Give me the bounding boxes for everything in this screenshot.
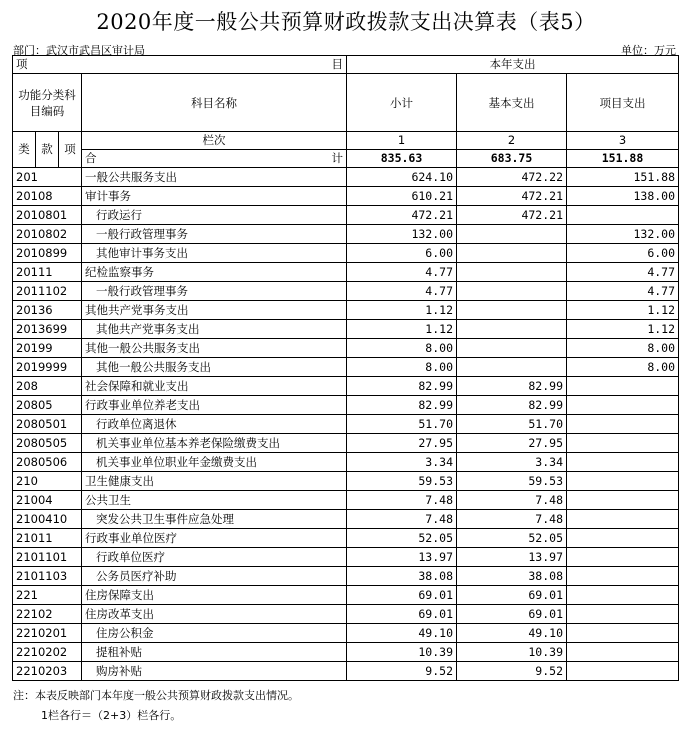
row-subject-name: 行政运行 <box>82 206 347 225</box>
table-row <box>13 187 679 206</box>
row-subject-name: 机关事业单位基本养老保险缴费支出 <box>82 434 347 453</box>
row-code: 22102 <box>13 605 82 624</box>
header-func-code: 功能分类科目编码 <box>13 74 82 132</box>
row-subtotal: 69.01 <box>347 605 457 624</box>
table-row <box>13 377 679 396</box>
header-lei: 类 <box>13 132 36 168</box>
row-subtotal: 8.00 <box>347 339 457 358</box>
row-basic: 7.48 <box>457 491 567 510</box>
header-project: 项目支出 <box>567 74 679 132</box>
row-subtotal: 7.48 <box>347 491 457 510</box>
row-basic <box>457 339 567 358</box>
row-basic: 13.97 <box>457 548 567 567</box>
header-subject-name: 科目名称 <box>82 74 347 132</box>
row-subtotal: 7.48 <box>347 510 457 529</box>
row-project: 138.00 <box>567 187 679 206</box>
expenditure-table <box>12 55 679 681</box>
row-project: 6.00 <box>567 244 679 263</box>
table-row <box>13 491 679 510</box>
row-code: 21011 <box>13 529 82 548</box>
row-subtotal: 9.52 <box>347 662 457 681</box>
table-row <box>13 567 679 586</box>
row-code: 2019999 <box>13 358 82 377</box>
row-subtotal: 27.95 <box>347 434 457 453</box>
row-code: 2100410 <box>13 510 82 529</box>
table-row <box>13 244 679 263</box>
row-basic: 69.01 <box>457 605 567 624</box>
row-code: 201 <box>13 168 82 187</box>
row-basic: 49.10 <box>457 624 567 643</box>
row-subject-name: 其他共产党事务支出 <box>82 301 347 320</box>
row-subject-name: 一般行政管理事务 <box>82 282 347 301</box>
row-code: 221 <box>13 586 82 605</box>
table-row <box>13 662 679 681</box>
row-project: 4.77 <box>567 282 679 301</box>
footnote-1: 注：本表反映部门本年度一般公共预算财政拨款支出情况。 <box>13 689 299 702</box>
unit-label: 单位：万元 <box>621 44 676 57</box>
row-subject-name: 审计事务 <box>82 187 347 206</box>
row-code: 2080505 <box>13 434 82 453</box>
row-subject-name: 住房改革支出 <box>82 605 347 624</box>
row-basic: 472.21 <box>457 206 567 225</box>
row-basic: 82.99 <box>457 377 567 396</box>
row-subject-name: 机关事业单位职业年金缴费支出 <box>82 453 347 472</box>
row-subtotal: 132.00 <box>347 225 457 244</box>
row-project <box>567 605 679 624</box>
page-title: 2020年度一般公共预算财政拨款支出决算表（表5） <box>96 10 596 34</box>
row-subtotal: 69.01 <box>347 586 457 605</box>
row-code: 21004 <box>13 491 82 510</box>
header-subtotal: 小计 <box>347 74 457 132</box>
row-code: 2013699 <box>13 320 82 339</box>
row-basic <box>457 301 567 320</box>
row-subject-name: 公务员医疗补助 <box>82 567 347 586</box>
table-row <box>13 643 679 662</box>
row-project: 8.00 <box>567 358 679 377</box>
header-basic: 基本支出 <box>457 74 567 132</box>
row-code: 20136 <box>13 301 82 320</box>
row-project: 8.00 <box>567 339 679 358</box>
row-project: 151.88 <box>567 168 679 187</box>
row-subject-name: 一般行政管理事务 <box>82 225 347 244</box>
row-project <box>567 206 679 225</box>
total-project: 151.88 <box>567 150 679 168</box>
row-subject-name: 其他审计事务支出 <box>82 244 347 263</box>
row-code: 20111 <box>13 263 82 282</box>
row-basic: 472.22 <box>457 168 567 187</box>
row-code: 210 <box>13 472 82 491</box>
header-xiang: 项 <box>16 57 28 71</box>
row-subtotal: 8.00 <box>347 358 457 377</box>
table-row <box>13 206 679 225</box>
row-project <box>567 529 679 548</box>
row-project <box>567 396 679 415</box>
row-subject-name: 住房公积金 <box>82 624 347 643</box>
row-basic: 69.01 <box>457 586 567 605</box>
row-project <box>567 548 679 567</box>
row-subtotal: 38.08 <box>347 567 457 586</box>
row-code: 2101101 <box>13 548 82 567</box>
department-label: 部门：武汉市武昌区审计局 <box>13 44 145 57</box>
row-project <box>567 510 679 529</box>
row-project <box>567 624 679 643</box>
row-subtotal: 610.21 <box>347 187 457 206</box>
row-subject-name: 购房补贴 <box>82 662 347 681</box>
row-subject-name: 其他一般公共服务支出 <box>82 339 347 358</box>
row-subtotal: 10.39 <box>347 643 457 662</box>
row-basic: 9.52 <box>457 662 567 681</box>
table-row <box>13 529 679 548</box>
header-kuan: 款 <box>36 132 59 168</box>
row-code: 20199 <box>13 339 82 358</box>
row-basic: 7.48 <box>457 510 567 529</box>
table-row <box>13 263 679 282</box>
row-subtotal: 3.34 <box>347 453 457 472</box>
row-basic: 472.21 <box>457 187 567 206</box>
row-project <box>567 377 679 396</box>
total-right: 计 <box>331 151 343 165</box>
row-project: 1.12 <box>567 301 679 320</box>
table-row <box>13 586 679 605</box>
row-subtotal: 1.12 <box>347 301 457 320</box>
row-project <box>567 586 679 605</box>
table-row <box>13 301 679 320</box>
row-basic <box>457 225 567 244</box>
table-row <box>13 453 679 472</box>
row-subject-name: 纪检监察事务 <box>82 263 347 282</box>
table-row <box>13 624 679 643</box>
row-subtotal: 82.99 <box>347 396 457 415</box>
row-subject-name: 卫生健康支出 <box>82 472 347 491</box>
row-subtotal: 13.97 <box>347 548 457 567</box>
row-subject-name: 提租补贴 <box>82 643 347 662</box>
table-row <box>13 472 679 491</box>
header-xiang2: 项 <box>59 132 82 168</box>
row-subject-name: 住房保障支出 <box>82 586 347 605</box>
row-code: 2010802 <box>13 225 82 244</box>
table-row <box>13 605 679 624</box>
header-mu: 目 <box>331 57 343 71</box>
row-code: 208 <box>13 377 82 396</box>
row-subtotal: 52.05 <box>347 529 457 548</box>
row-project <box>567 662 679 681</box>
row-project <box>567 491 679 510</box>
row-subject-name: 公共卫生 <box>82 491 347 510</box>
row-code: 2080506 <box>13 453 82 472</box>
row-basic: 82.99 <box>457 396 567 415</box>
row-subject-name: 行政事业单位养老支出 <box>82 396 347 415</box>
table-row <box>13 282 679 301</box>
header-xiang-mu <box>13 56 347 74</box>
row-subject-name: 一般公共服务支出 <box>82 168 347 187</box>
total-left: 合 <box>85 151 97 165</box>
footnotes <box>13 686 299 726</box>
row-code: 20805 <box>13 396 82 415</box>
row-project: 132.00 <box>567 225 679 244</box>
row-basic: 3.34 <box>457 453 567 472</box>
row-code: 2101103 <box>13 567 82 586</box>
table-row <box>13 339 679 358</box>
row-subtotal: 59.53 <box>347 472 457 491</box>
row-subject-name: 社会保障和就业支出 <box>82 377 347 396</box>
total-basic: 683.75 <box>457 150 567 168</box>
row-basic: 27.95 <box>457 434 567 453</box>
row-subtotal: 51.70 <box>347 415 457 434</box>
footnote-2: 1栏各行＝（2+3）栏各行。 <box>41 709 182 722</box>
table-row <box>13 320 679 339</box>
row-basic <box>457 263 567 282</box>
row-subtotal: 1.12 <box>347 320 457 339</box>
table-row <box>13 168 679 187</box>
row-basic <box>457 282 567 301</box>
table-row <box>13 415 679 434</box>
header-col3: 3 <box>567 132 679 150</box>
row-subject-name: 行政单位医疗 <box>82 548 347 567</box>
row-project: 1.12 <box>567 320 679 339</box>
row-project <box>567 434 679 453</box>
row-code: 2210201 <box>13 624 82 643</box>
header-col1: 1 <box>347 132 457 150</box>
row-project <box>567 643 679 662</box>
row-subtotal: 472.21 <box>347 206 457 225</box>
row-project: 4.77 <box>567 263 679 282</box>
row-basic: 51.70 <box>457 415 567 434</box>
row-project <box>567 415 679 434</box>
row-subtotal: 4.77 <box>347 263 457 282</box>
row-code: 2210203 <box>13 662 82 681</box>
row-basic: 59.53 <box>457 472 567 491</box>
table-row <box>13 434 679 453</box>
row-code: 2011102 <box>13 282 82 301</box>
row-basic: 10.39 <box>457 643 567 662</box>
row-subject-name: 行政事业单位医疗 <box>82 529 347 548</box>
row-project <box>567 453 679 472</box>
total-label <box>82 150 347 168</box>
row-basic <box>457 244 567 263</box>
table-row <box>13 358 679 377</box>
row-code: 2010899 <box>13 244 82 263</box>
row-code: 20108 <box>13 187 82 206</box>
row-basic <box>457 320 567 339</box>
row-project <box>567 567 679 586</box>
row-code: 2080501 <box>13 415 82 434</box>
row-subject-name: 其他共产党事务支出 <box>82 320 347 339</box>
row-subject-name: 其他一般公共服务支出 <box>82 358 347 377</box>
row-basic: 52.05 <box>457 529 567 548</box>
row-basic <box>457 358 567 377</box>
row-project <box>567 472 679 491</box>
header-lanci: 栏次 <box>82 132 347 150</box>
row-subject-name: 突发公共卫生事件应急处理 <box>82 510 347 529</box>
total-subtotal: 835.63 <box>347 150 457 168</box>
row-subtotal: 4.77 <box>347 282 457 301</box>
row-basic: 38.08 <box>457 567 567 586</box>
row-code: 2210202 <box>13 643 82 662</box>
row-subtotal: 49.10 <box>347 624 457 643</box>
header-current-year: 本年支出 <box>347 56 679 74</box>
table-row <box>13 225 679 244</box>
table-row <box>13 548 679 567</box>
row-subject-name: 行政单位离退休 <box>82 415 347 434</box>
table-row <box>13 510 679 529</box>
row-subtotal: 82.99 <box>347 377 457 396</box>
row-code: 2010801 <box>13 206 82 225</box>
row-subtotal: 624.10 <box>347 168 457 187</box>
header-col2: 2 <box>457 132 567 150</box>
table-row <box>13 396 679 415</box>
row-subtotal: 6.00 <box>347 244 457 263</box>
